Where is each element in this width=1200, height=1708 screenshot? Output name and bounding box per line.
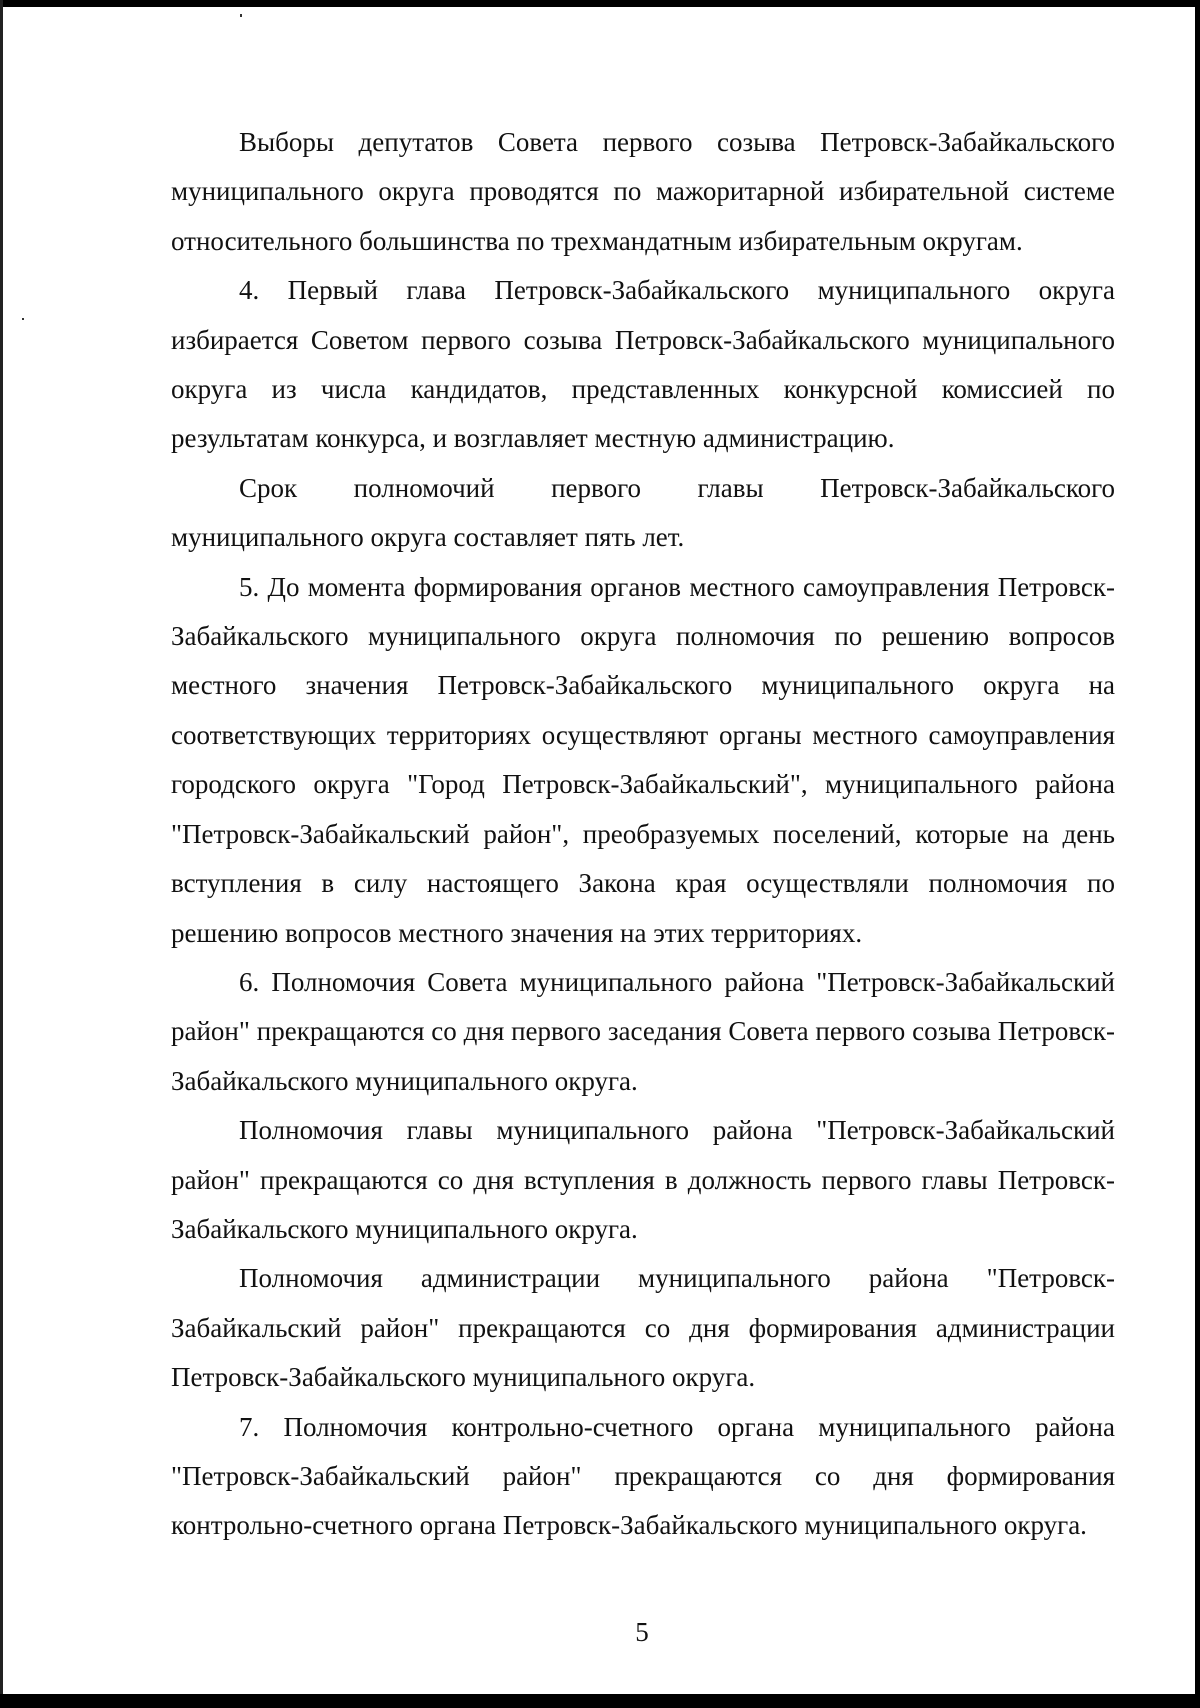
paragraph-item-7: 7. Полномочия контрольно-счетного органа муниципального района "Петровск-Забайкальский район" прекращаются со дня формирования контрольно-счетного органа Петровск-Забайкальского муниципального округа. [171, 1411, 1115, 1541]
page-number: 5 [635, 1617, 649, 1647]
paragraph-elections: Выборы депутатов Совета первого созыва Петровск-Забайкальского муниципального округа проводятся по мажоритарной избирательной системе относительного большинства по трехмандатным избирательным округам. [171, 127, 1115, 256]
paragraph-item-4: 4. Первый глава Петровск-Забайкальского муниципального округа избирается Советом первого созыва Петровск-Забайкальского муниципального округа из числа кандидатов, представленных конкурсной комиссией по результатам конкурса, и возглавляет местную администрацию. [171, 275, 1115, 454]
scan-speck [240, 14, 242, 17]
scan-border-left [0, 0, 3, 1708]
scan-border-right [1195, 0, 1200, 1708]
paragraph-term-of-office: Срок полномочий первого главы Петровск-Забайкальского муниципального округа составляет пять лет. [171, 472, 1115, 553]
paragraph-head-powers: Полномочия главы муниципального района "Петровск-Забайкальский район" прекращаются со дня вступления в должность первого главы Петровск-Забайкальского муниципального округа. [171, 1115, 1115, 1244]
paragraph-administration-powers: Полномочия администрации муниципального района "Петровск-Забайкальский район" прекращаются со дня формирования администрации Петровск-Забайкальского муниципального округа. [171, 1263, 1115, 1393]
scan-speck [22, 318, 24, 320]
document-body [171, 118, 1115, 1551]
scan-border-bottom [0, 1694, 1200, 1708]
paragraph-item-6: 6. Полномочия Совета муниципального района "Петровск-Забайкальский район" прекращаются со дня первого заседания Совета первого созыва Петровск-Забайкальского муниципального округа. [171, 966, 1115, 1096]
scan-border-top [0, 0, 1200, 7]
paragraph-item-5: 5. До момента формирования органов местного самоуправления Петровск-Забайкальского муниципального округа полномочия по решению вопросов местного значения Петровск-Забайкальского муниципального округа на соответствующих территориях осуществляют органы местного самоуправления городского округа "Город Петровск-Забайкальский", муниципального района "Петровск-Забайкальский район", преобразуемых поселений, которые на день вступления в силу настоящего Закона края осуществляли полномочия по решению вопросов местного значения на этих территориях. [171, 571, 1115, 948]
